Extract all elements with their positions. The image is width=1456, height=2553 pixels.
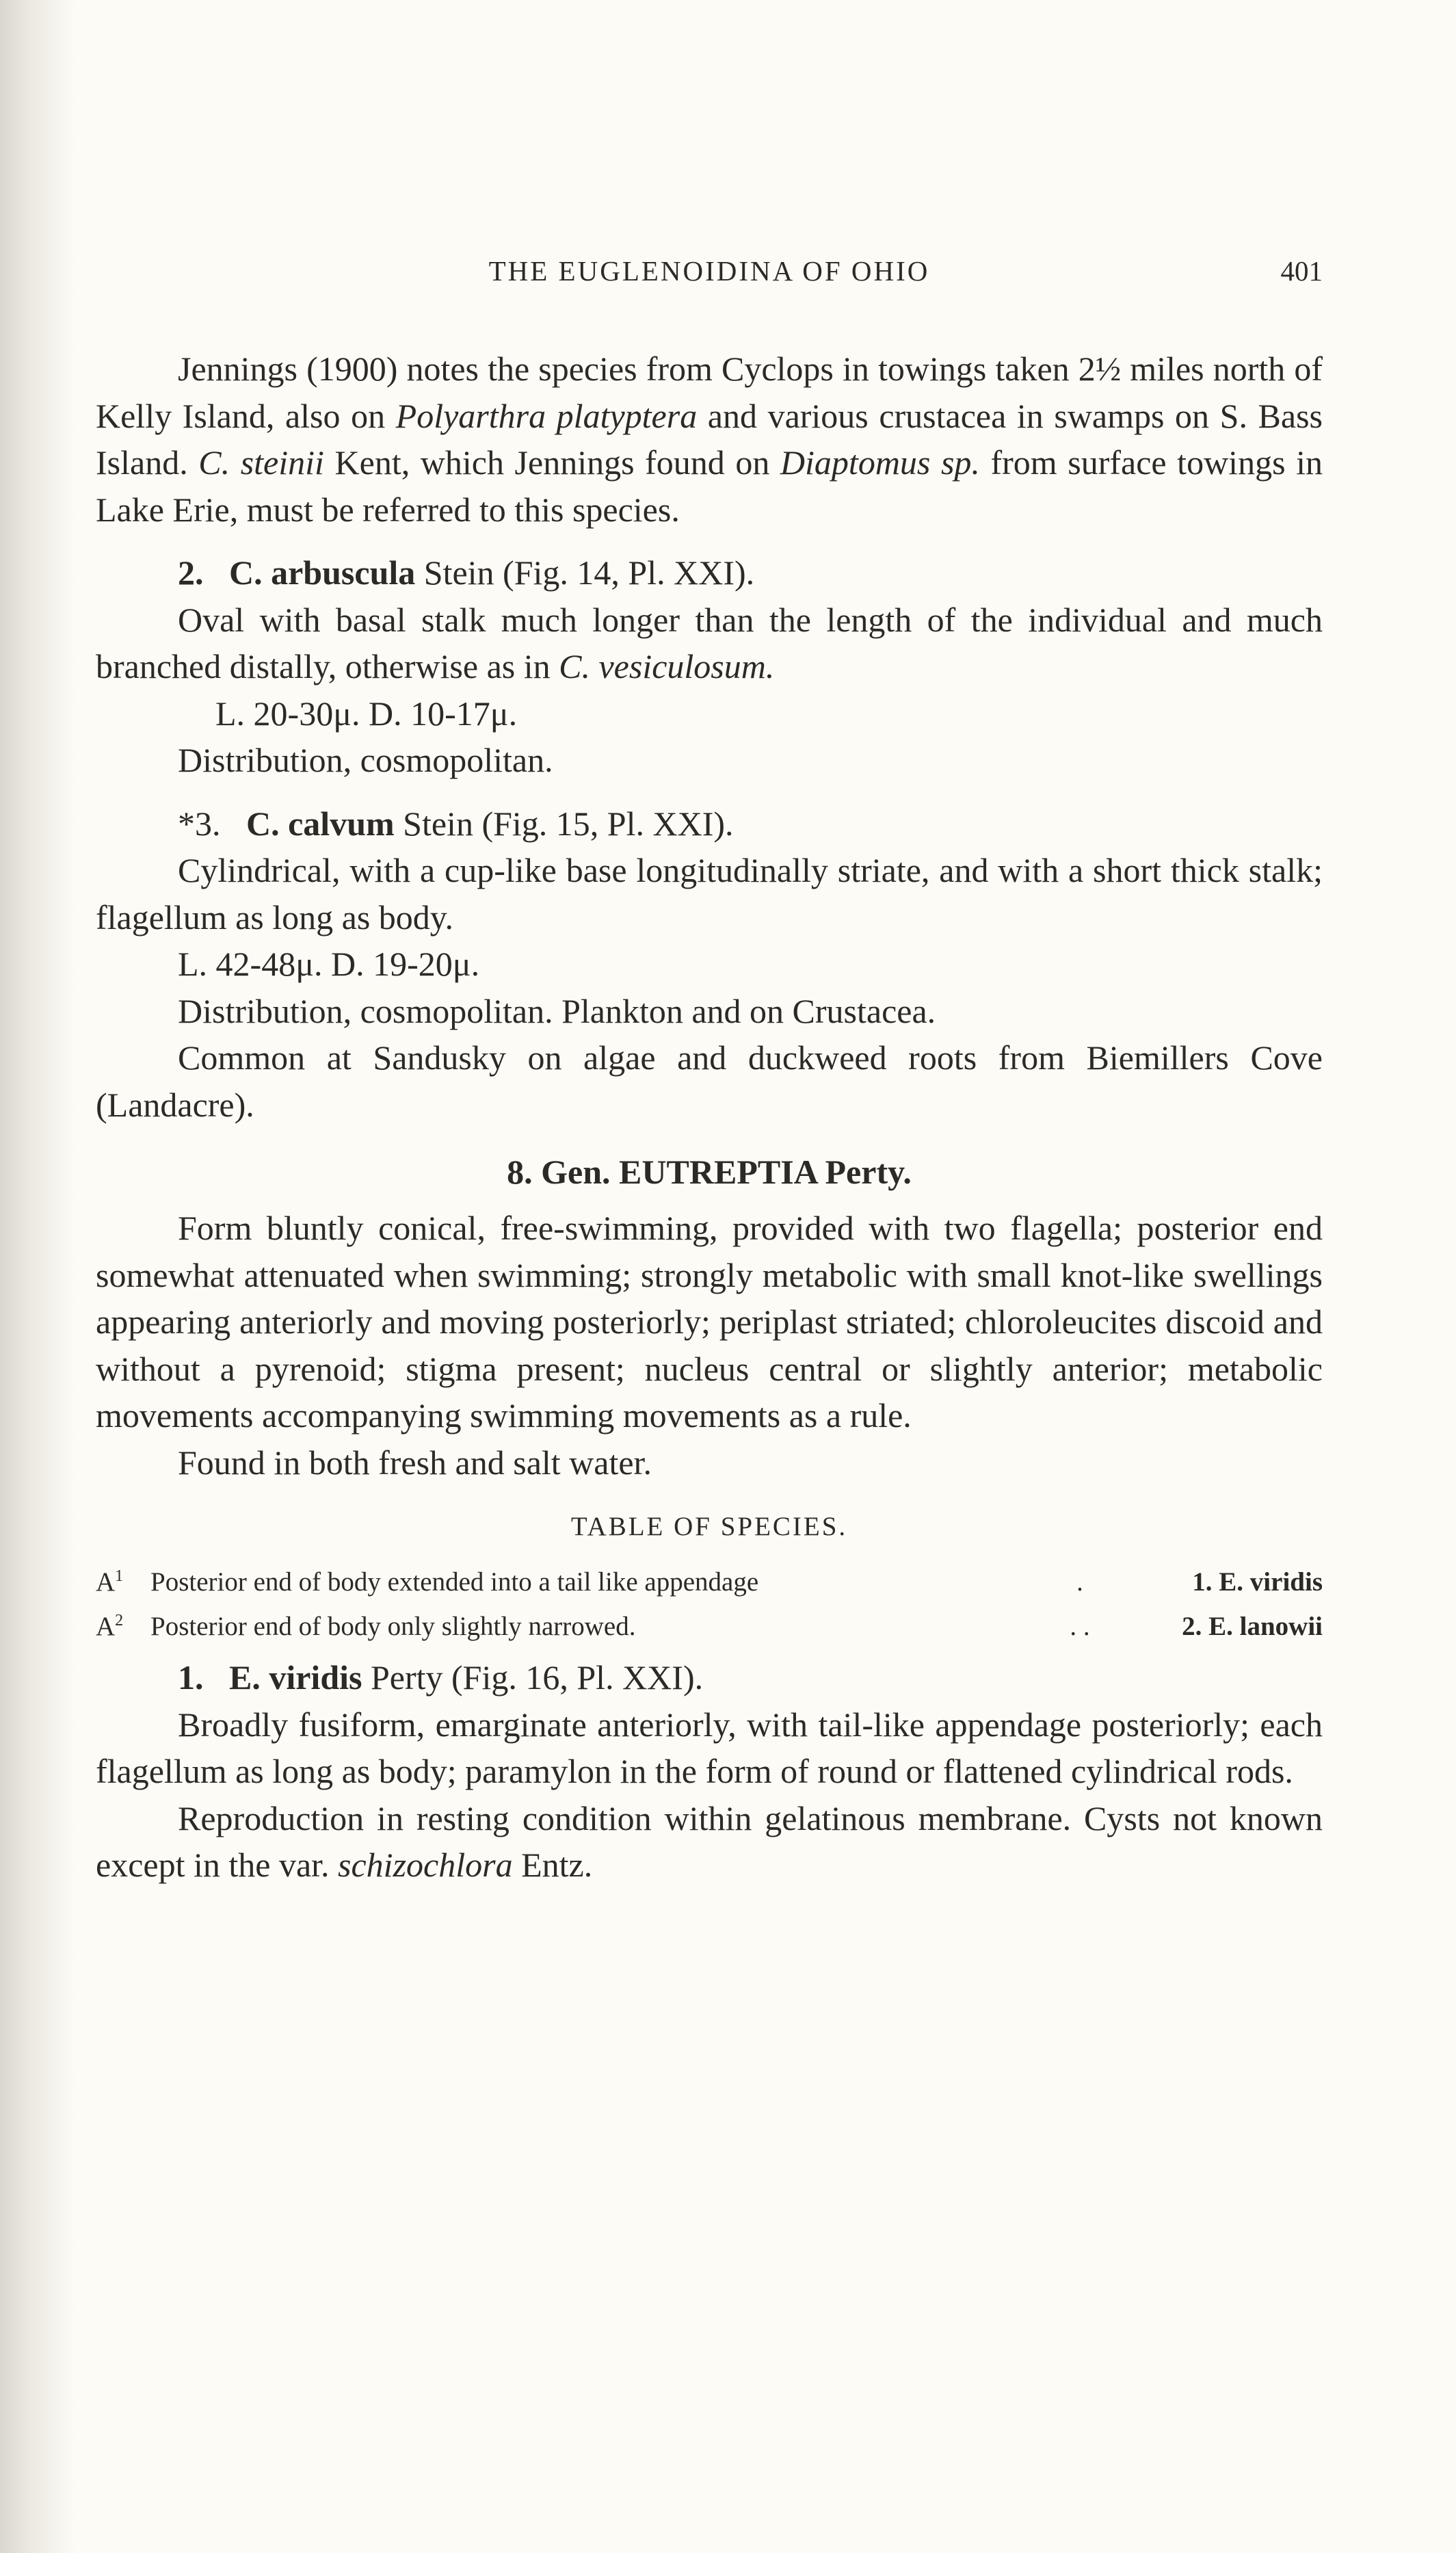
key-text: Posterior end of body extended into a tail like appendage (150, 1567, 759, 1597)
running-title: THE EUGLENOIDINA OF OHIO (488, 255, 930, 287)
genus-habitat: Found in both fresh and salt water. (178, 1443, 652, 1482)
genus-description: Form bluntly conical, free-swimming, provided with two flagella; posterior end somewhat attenuated when swimming; strongly metabolic with small knot-like swellings appearing anteriorly and moving posteriorly; periplast striated; chloroleucites discoid and without a pyrenoid; stigma present; nucleus central or slightly anterior; metabolic movements accompanying swimming movements as a rule. (96, 1209, 1323, 1435)
genus-heading: 8. Gen. EUTREPTIA Perty. (507, 1153, 912, 1191)
species-dimensions-calvum: L. 42-48μ. D. 19-20μ. (178, 945, 480, 983)
key-leader-dots: . . (1070, 1612, 1090, 1641)
italic-taxon: schizochlora (338, 1846, 513, 1884)
species-reference: Perty (Fig. 16, Pl. XXI). (362, 1658, 704, 1697)
species-dimensions-arbuscula: L. 20-30μ. D. 10-17μ. (215, 694, 518, 733)
key-label (96, 1601, 150, 1646)
text: Entz. (512, 1846, 593, 1884)
page-number: 401 (1280, 255, 1323, 287)
key-result: 2. E. lanowii (1182, 1612, 1323, 1641)
species-number: 1. (178, 1658, 204, 1697)
species-number: *3. (178, 804, 221, 843)
text: Jennings (1900) notes the species from Cyclops in towings taken 2½ miles north of Kelly Island, also on (96, 350, 1323, 435)
species-distribution-calvum: Distribution, cosmopolitan. Plankton and on Crustacea. (178, 991, 936, 1030)
species-heading-viridis (96, 1654, 1323, 1701)
key-text: Posterior end of body only slightly narrowed. (150, 1612, 636, 1641)
species-reproduction-viridis (96, 1795, 1323, 1889)
species-description-arbuscula (96, 597, 1323, 690)
species-name: E. viridis (229, 1658, 362, 1697)
species-key-table (96, 1557, 1323, 1646)
key-leader-dots: . (1076, 1567, 1083, 1597)
key-row (96, 1601, 1323, 1646)
key-label (96, 1557, 150, 1601)
species-reference: Stein (Fig. 14, Pl. XXI). (415, 553, 755, 592)
text: and various crustacea in swamps on S. Bass Island. (96, 396, 1323, 482)
page-gutter-shadow (0, 0, 75, 2553)
species-description-viridis: Broadly fusiform, emarginate anteriorly, with tail-like appendage posteriorly; each flagellum as long as body; paramylon in the form of round or flattened cylindrical rods. (96, 1705, 1323, 1790)
species-table-title: TABLE OF SPECIES. (570, 1512, 848, 1541)
text: Oval with basal stalk much longer than the length of the individual and much branched distally, otherwise as in (96, 600, 1323, 685)
page-body (96, 345, 1323, 1889)
key-superscript: 2 (115, 1612, 124, 1629)
key-letter: A (96, 1612, 116, 1641)
key-result: 1. E. viridis (1192, 1567, 1323, 1597)
key-superscript: 1 (115, 1567, 124, 1585)
text: from surface towings in Lake Erie, must be referred to this species. (96, 443, 1323, 529)
page-header (96, 254, 1323, 296)
species-note-calvum: Common at Sandusky on algae and duckweed roots from Biemillers Cove (Landacre). (96, 1038, 1323, 1124)
species-reference: Stein (Fig. 15, Pl. XXI). (394, 804, 734, 843)
species-number: 2. (178, 553, 204, 592)
italic-taxon: Diaptomus sp. (780, 443, 980, 482)
italic-taxon: Polyarthra platyptera (395, 396, 698, 435)
paragraph-jennings (96, 345, 1323, 533)
key-letter: A (96, 1567, 116, 1597)
species-name: C. arbuscula (229, 553, 416, 592)
species-name: C. calvum (246, 804, 395, 843)
text: Reproduction in resting condition within gelatinous membrane. Cysts not known except in the var. (96, 1798, 1323, 1884)
species-heading-calvum (96, 800, 1323, 848)
species-description-calvum: Cylindrical, with a cup-like base longitudinally striate, and with a short thick stalk; flagellum as long as body. (96, 851, 1323, 937)
italic-taxon: C. vesiculosum. (559, 647, 775, 685)
key-row (96, 1557, 1323, 1601)
italic-taxon: C. steinii (198, 443, 324, 482)
species-distribution-arbuscula: Distribution, cosmopolitan. (178, 741, 553, 779)
species-heading-arbuscula (96, 549, 1323, 597)
text: Kent, which Jennings found on (323, 443, 780, 482)
